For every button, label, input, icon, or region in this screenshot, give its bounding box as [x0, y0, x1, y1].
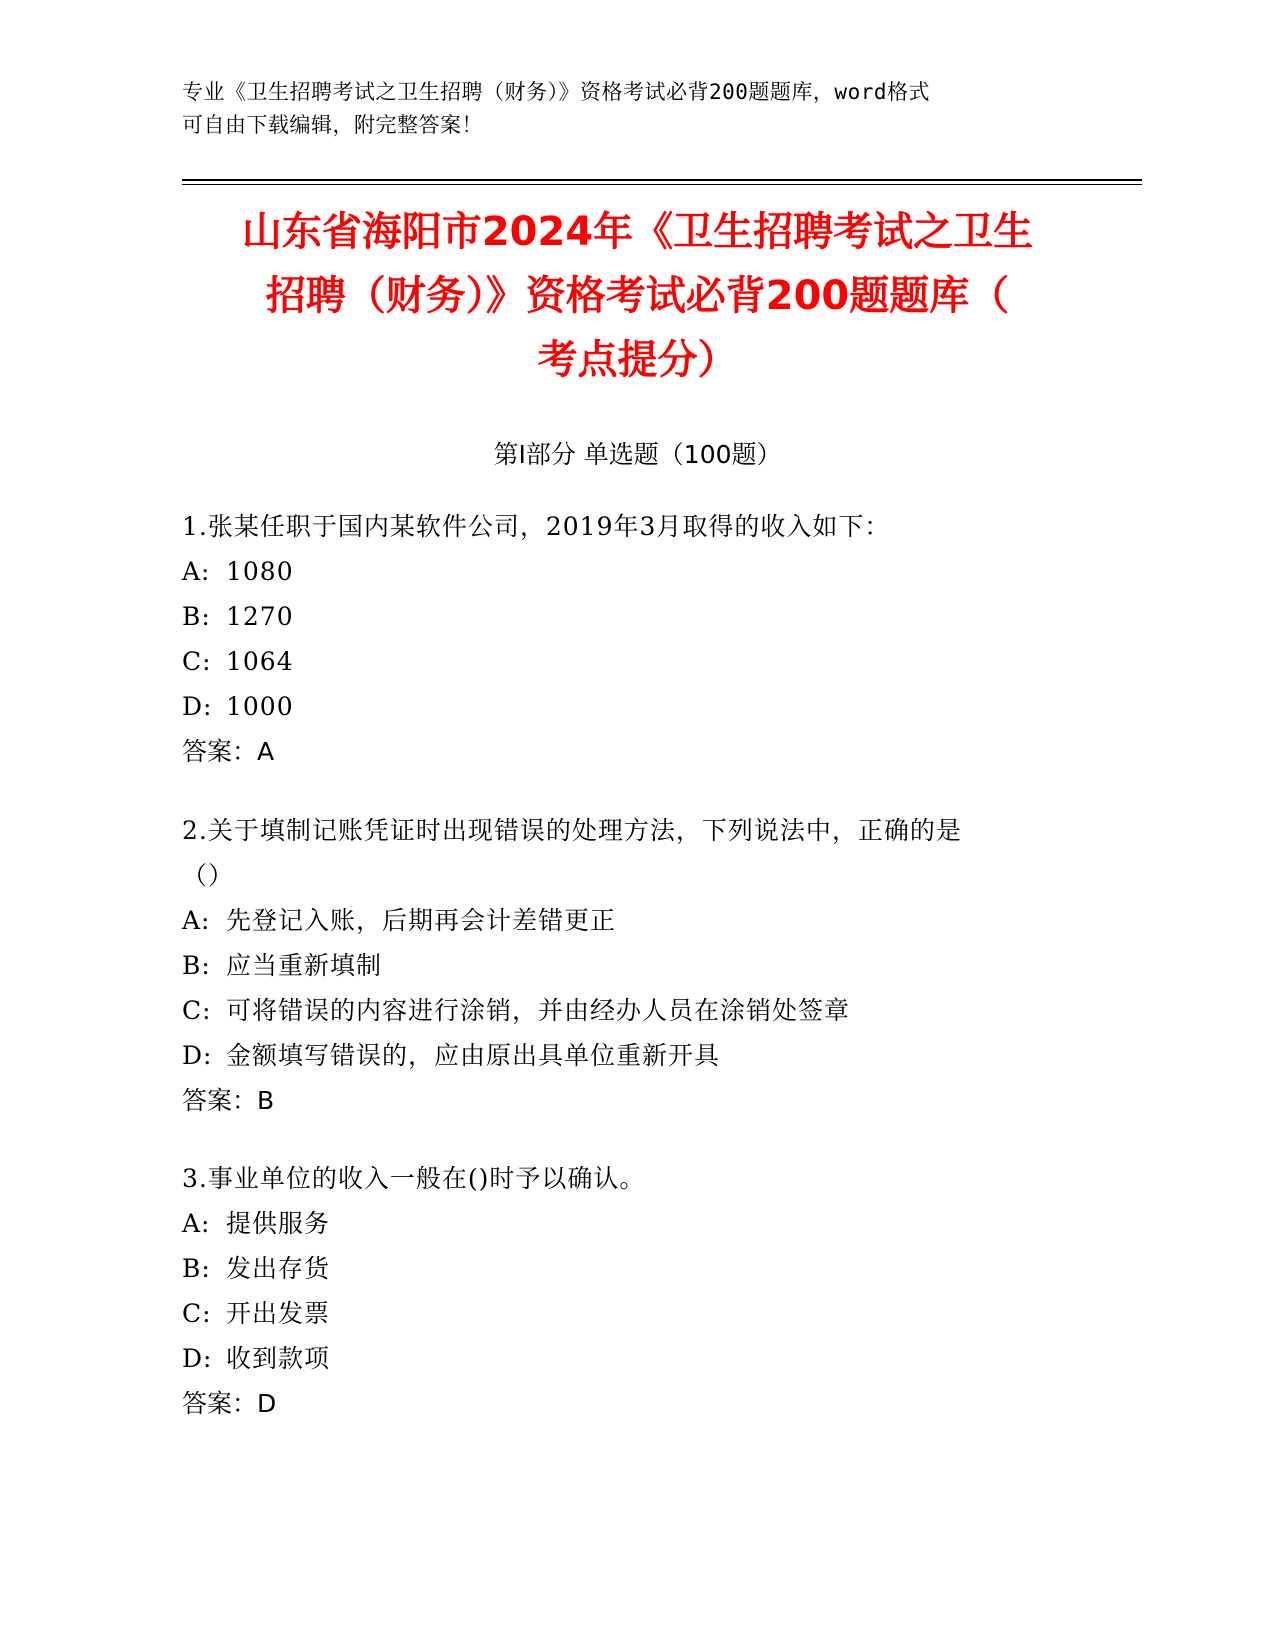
option-text: 应当重新填制 — [226, 951, 383, 980]
question-1 — [182, 504, 1082, 774]
question-text: 1.张某任职于国内某软件公司，2019年3月取得的收入如下： — [182, 512, 891, 541]
option-d — [182, 684, 1082, 729]
option-text: 1000 — [226, 692, 294, 721]
option-text: 1080 — [226, 557, 294, 586]
option-letter: A: — [182, 557, 211, 586]
option-text: 发出存货 — [226, 1254, 331, 1283]
header-note-line-1: 专业《卫生招聘考试之卫生招聘（财务）》资格考试必背200题题库，word格式 — [182, 80, 930, 104]
option-d — [182, 1033, 1082, 1078]
option-letter: C: — [182, 1299, 212, 1328]
option-c — [182, 1291, 1082, 1336]
option-letter: D: — [182, 1344, 213, 1373]
question-text-continued: （） — [182, 861, 235, 890]
option-c — [182, 639, 1082, 684]
section-title: 第Ⅰ部分 单选题（100题） — [493, 440, 782, 469]
question-3 — [182, 1156, 1082, 1426]
option-text: 金额填写错误的，应由原出具单位重新开具 — [226, 1041, 721, 1070]
option-letter: D: — [182, 692, 213, 721]
option-text: 提供服务 — [226, 1209, 331, 1238]
header-note — [182, 76, 1062, 142]
option-text: 收到款项 — [226, 1344, 331, 1373]
document-title-line-3: 考点提分） — [537, 337, 738, 383]
option-letter: C: — [182, 647, 212, 676]
header-note-line-2: 可自由下载编辑，附完整答案！ — [182, 113, 483, 137]
option-a — [182, 1201, 1082, 1246]
option-letter: A: — [182, 906, 211, 935]
option-text: 先登记入账，后期再会计差错更正 — [226, 906, 617, 935]
header-divider-thick — [182, 179, 1142, 181]
document-title — [120, 200, 1155, 392]
question-text: 3.事业单位的收入一般在()时予以确认。 — [182, 1164, 646, 1193]
header-divider-thin — [182, 184, 1142, 185]
option-b — [182, 1246, 1082, 1291]
option-letter: C: — [182, 996, 212, 1025]
option-text: 1270 — [226, 602, 294, 631]
question-2 — [182, 808, 1082, 1123]
option-b — [182, 943, 1082, 988]
document-title-line-2: 招聘（财务）》资格考试必背200题题库（ — [265, 273, 1010, 319]
option-letter: B: — [182, 1254, 211, 1283]
answer: 答案：B — [182, 1086, 275, 1115]
option-letter: D: — [182, 1041, 213, 1070]
option-c — [182, 988, 1082, 1033]
option-d — [182, 1336, 1082, 1381]
option-b — [182, 594, 1082, 639]
option-text: 开出发票 — [226, 1299, 331, 1328]
option-text: 可将错误的内容进行涂销，并由经办人员在涂销处签章 — [226, 996, 851, 1025]
answer: 答案：D — [182, 1389, 277, 1418]
option-a — [182, 898, 1082, 943]
option-letter: A: — [182, 1209, 211, 1238]
answer: 答案：A — [182, 737, 275, 766]
option-letter: B: — [182, 951, 211, 980]
document-title-line-1: 山东省海阳市2024年《卫生招聘考试之卫生 — [241, 209, 1034, 255]
question-text: 2.关于填制记账凭证时出现错误的处理方法，下列说法中，正确的是 — [182, 816, 962, 845]
option-a — [182, 549, 1082, 594]
option-text: 1064 — [226, 647, 294, 676]
option-letter: B: — [182, 602, 211, 631]
